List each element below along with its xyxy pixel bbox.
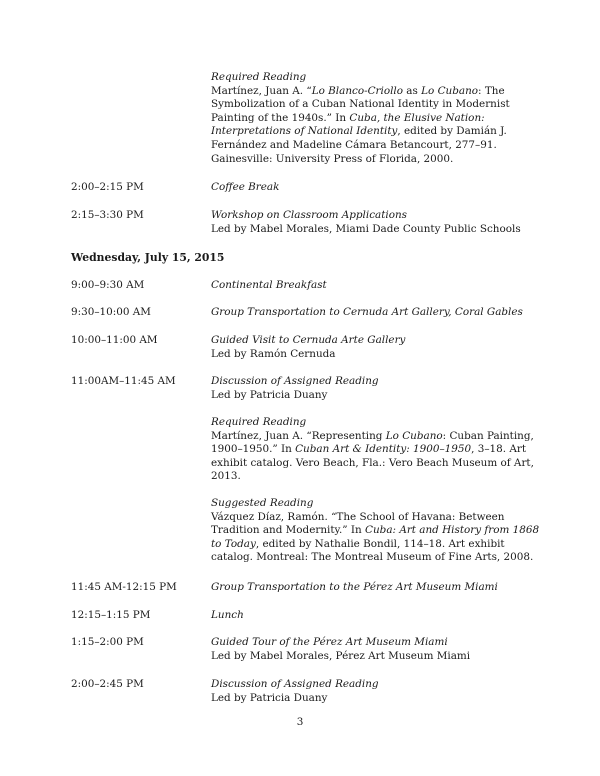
schedule-title: Discussion of Assigned Reading <box>211 375 379 387</box>
schedule-title: Group Transportation to the Pérez Art Museum Miami <box>211 581 498 593</box>
schedule-time: 9:00–9:30 AM <box>71 279 145 291</box>
schedule-time: 11:00AM–11:45 AM <box>71 375 176 387</box>
schedule-title: Group Transportation to Cernuda Art Gallery, Coral Gables <box>211 306 523 318</box>
schedule-leader: Led by Mabel Morales, Pérez Art Museum Miami <box>211 649 471 662</box>
citation-line: 2013. <box>211 470 241 483</box>
citation-line: 1900–1950.” In Cuban Art & Identity: 1900–1950, 3–18. Art <box>211 443 527 456</box>
schedule-time: 9:30–10:00 AM <box>71 306 151 318</box>
citation-line: Fernández and Madeline Cámara Betancourt, 277–91. <box>211 138 497 151</box>
schedule-title: Guided Visit to Cernuda Arte Gallery <box>211 334 406 346</box>
citation-line: Painting of the 1940s.” In Cuba, the Elusive Nation: <box>211 111 485 124</box>
required-reading-block-1 <box>211 71 531 166</box>
schedule-leader: Led by Patricia Duany <box>211 691 328 704</box>
citation-line: Martínez, Juan A. “Lo Blanco-Criollo as Lo Cubano: The <box>211 84 505 97</box>
citation-line: to Today, edited by Nathalie Bondil, 114–18. Art exhibit <box>211 537 505 550</box>
schedule-time: 2:15–3:30 PM <box>71 209 144 221</box>
schedule-title: Continental Breakfast <box>211 279 327 291</box>
citation-line: exhibit catalog. Vero Beach, Fla.: Vero Beach Museum of Art, <box>211 456 534 469</box>
schedule-leader: Led by Patricia Duany <box>211 388 328 401</box>
required-reading-heading: Required Reading <box>211 416 307 428</box>
schedule-entry <box>211 375 531 402</box>
citation-line: catalog. Montreal: The Montreal Museum of Fine Arts, 2008. <box>211 551 534 564</box>
suggested-reading-block <box>211 497 540 565</box>
schedule-time: 2:00–2:45 PM <box>71 678 144 690</box>
citation-line: Martínez, Juan A. “Representing Lo Cubano: Cuban Painting, <box>211 429 534 442</box>
schedule-time: 10:00–11:00 AM <box>71 334 158 346</box>
schedule-time: 11:45 AM-12:15 PM <box>71 581 177 593</box>
schedule-leader: Led by Mabel Morales, Miami Dade County Public Schools <box>211 222 521 235</box>
schedule-entry <box>211 209 531 236</box>
page-number: 3 <box>296 716 304 728</box>
schedule-title: Workshop on Classroom Applications <box>211 209 407 221</box>
citation-line: Symbolization of a Cuban National Identity in Modernist <box>211 98 510 111</box>
schedule-title: Guided Tour of the Pérez Art Museum Miami <box>211 636 448 648</box>
suggested-reading-heading: Suggested Reading <box>211 497 314 509</box>
required-reading-heading: Required Reading <box>211 71 307 83</box>
day-heading: Wednesday, July 15, 2015 <box>71 251 225 264</box>
schedule-leader: Led by Ramón Cernuda <box>211 347 336 360</box>
required-reading-block-2 <box>211 416 534 484</box>
schedule-time: 12:15–1:15 PM <box>71 609 151 621</box>
citation-line: Interpretations of National Identity, edited by Damián J. <box>211 125 507 138</box>
citation-line: Vázquez Díaz, Ramón. “The School of Havana: Between <box>211 510 505 523</box>
citation-line: Tradition and Modernity.” In Cuba: Art and History from 1868 <box>211 524 540 537</box>
schedule-title: Lunch <box>211 609 244 621</box>
schedule-entry <box>211 678 531 705</box>
schedule-time: 2:00–2:15 PM <box>71 181 144 193</box>
schedule-entry <box>211 636 531 663</box>
schedule-time: 1:15–2:00 PM <box>71 636 144 648</box>
schedule-title: Discussion of Assigned Reading <box>211 678 379 690</box>
schedule-title: Coffee Break <box>211 181 280 193</box>
citation-line: Gainesville: University Press of Florida, 2000. <box>211 152 454 165</box>
schedule-entry <box>211 334 531 361</box>
